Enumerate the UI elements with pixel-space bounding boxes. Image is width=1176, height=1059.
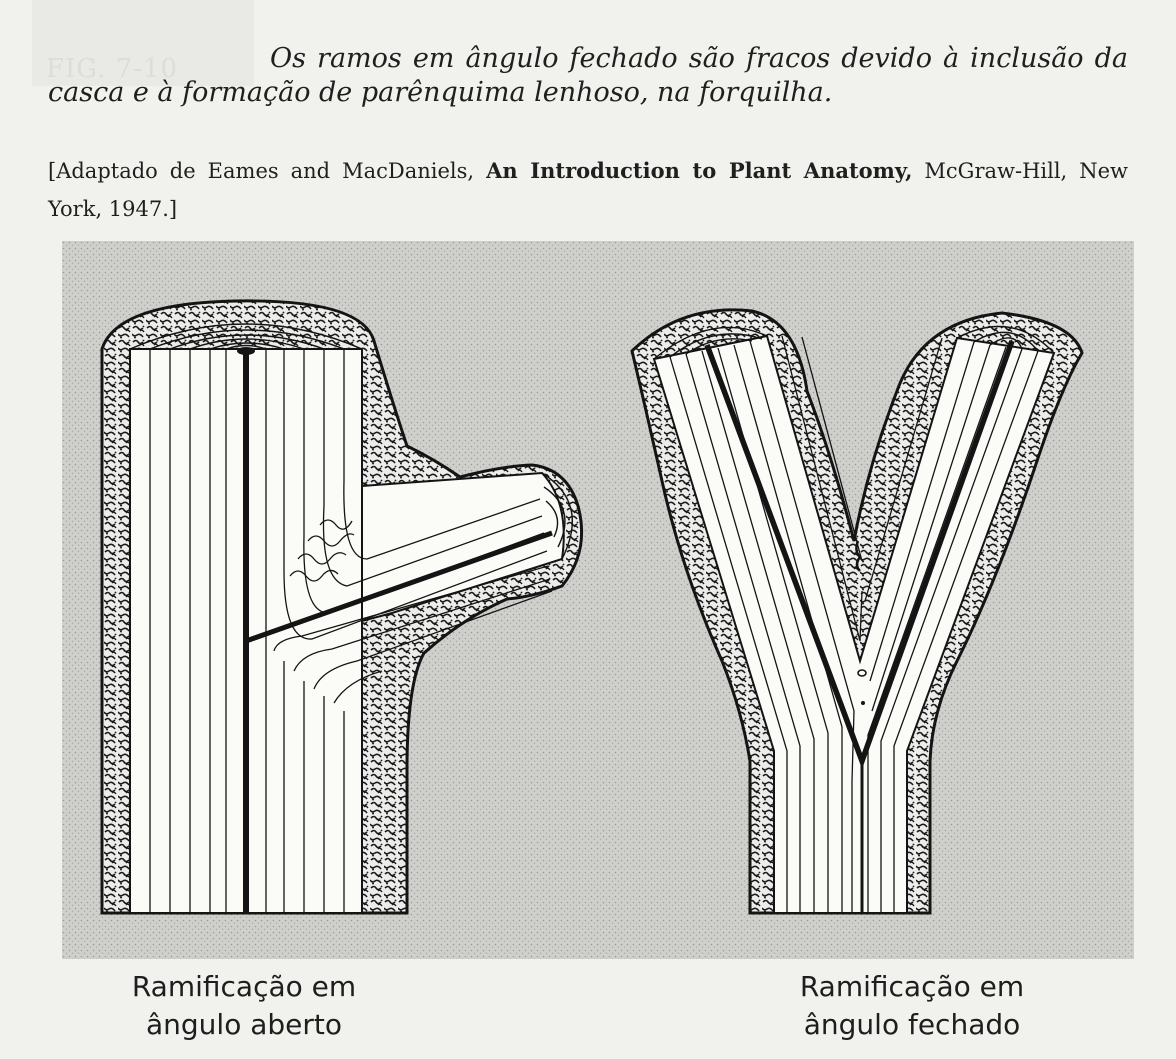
citation-prefix: [Adaptado de Eames and MacDaniels,	[48, 159, 487, 183]
figure-caption: Os ramos em ângulo fechado são fracos devido à inclusão da casca e à formação de parênquima lenhoso, na forquilha.	[48, 43, 1128, 108]
figure-number: FIG. 7-10	[32, 0, 254, 86]
citation-book-title: An Introduction to Plant Anatomy,	[486, 158, 913, 183]
label-open-angle-line2: ângulo aberto	[145, 1008, 342, 1041]
label-closed-angle-line1: Ramificação em	[799, 970, 1025, 1003]
label-closed-angle	[752, 968, 1072, 1044]
label-closed-angle-line2: ângulo fechado	[803, 1008, 1021, 1041]
citation-suffix: McGraw-Hill, New York, 1947.]	[48, 159, 1129, 221]
label-open-angle-line1: Ramificação em	[131, 970, 357, 1003]
figure-citation	[48, 152, 1128, 228]
branching-illustration	[62, 241, 1134, 959]
label-open-angle	[84, 968, 404, 1044]
